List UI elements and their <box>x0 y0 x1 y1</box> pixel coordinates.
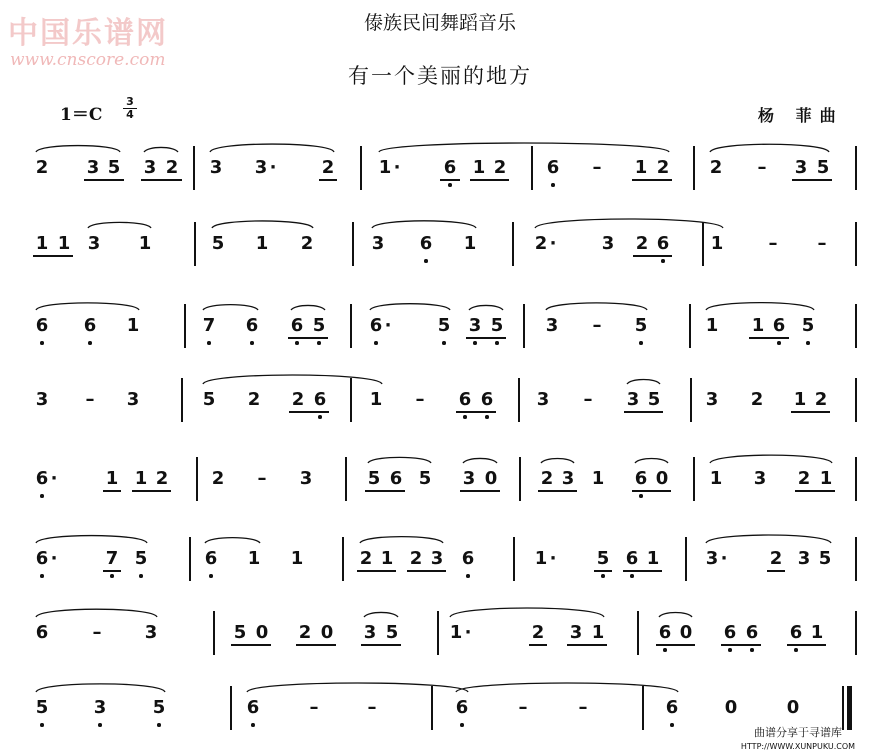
note: 5 <box>816 157 830 178</box>
note: 1 <box>380 548 394 569</box>
note: 0 <box>655 468 669 489</box>
slur <box>205 538 260 543</box>
note: 7 <box>105 548 119 569</box>
note: 3 <box>626 389 640 410</box>
time-signature-numerator: 3 <box>123 96 137 109</box>
slur <box>469 305 503 310</box>
slur <box>360 537 443 543</box>
note: 2 <box>531 622 545 643</box>
augmentation-dot: · <box>393 157 401 178</box>
note: 1 <box>709 468 723 489</box>
sustain-dash: – <box>367 697 377 718</box>
note: 3 <box>601 233 615 254</box>
slur <box>247 683 468 692</box>
note: 3 <box>753 468 767 489</box>
slur <box>370 304 450 310</box>
note: 3 <box>144 622 158 643</box>
augmentation-dot: · <box>50 468 58 489</box>
note: 2 <box>359 548 373 569</box>
note: 1 <box>634 157 648 178</box>
augmentation-dot: · <box>549 233 557 254</box>
slur <box>450 608 604 617</box>
note: 6 <box>204 548 218 569</box>
note: 2 <box>709 157 723 178</box>
note: 2 <box>35 157 49 178</box>
note: 5 <box>134 548 148 569</box>
score-category: 傣族民间舞蹈音乐 <box>363 12 516 34</box>
note: 1 <box>126 315 140 336</box>
sustain-dash: – <box>518 697 528 718</box>
augmentation-dot: · <box>269 157 277 178</box>
note: 5 <box>233 622 247 643</box>
note: 6 <box>625 548 639 569</box>
note: 3 <box>87 233 101 254</box>
note: 0 <box>679 622 693 643</box>
note: 6 <box>246 697 260 718</box>
slur <box>36 536 147 543</box>
note: 6 <box>389 468 403 489</box>
slur <box>379 143 669 152</box>
note: 3 <box>561 468 575 489</box>
note: 6 <box>656 233 670 254</box>
note: 1 <box>463 233 477 254</box>
sustain-dash: – <box>578 697 588 718</box>
note: 5 <box>152 697 166 718</box>
augmentation-dot: · <box>720 548 728 569</box>
footer-url: HTTP://WWW.XUNPUKU.COM <box>740 742 856 751</box>
note: 3 <box>705 389 719 410</box>
note: 6 <box>634 468 648 489</box>
note: 3 <box>254 157 268 178</box>
note: 6 <box>665 697 679 718</box>
composer-credit: 杨 菲曲 <box>758 106 844 125</box>
note: 1 <box>710 233 724 254</box>
slur <box>710 455 832 463</box>
augmentation-dot: · <box>549 548 557 569</box>
slur <box>36 684 165 692</box>
note: 2 <box>155 468 169 489</box>
note: 1 <box>255 233 269 254</box>
note: 2 <box>291 389 305 410</box>
note: 3 <box>569 622 583 643</box>
note: 6 <box>772 315 786 336</box>
augmentation-dot: · <box>464 622 472 643</box>
note: 3 <box>797 548 811 569</box>
slur <box>364 612 398 617</box>
slur <box>546 303 647 310</box>
note: 1 <box>793 389 807 410</box>
note: 2 <box>797 468 811 489</box>
note: 2 <box>814 389 828 410</box>
time-signature-denominator: 4 <box>126 108 134 121</box>
note: 3 <box>536 389 550 410</box>
note: 3 <box>363 622 377 643</box>
slur <box>463 458 497 463</box>
note: 1 <box>105 468 119 489</box>
note: 5 <box>418 468 432 489</box>
note: 1 <box>138 233 152 254</box>
note: 1 <box>591 622 605 643</box>
note: 5 <box>647 389 661 410</box>
note: 3 <box>93 697 107 718</box>
slur <box>372 221 476 228</box>
note: 1 <box>378 157 392 178</box>
note: 6 <box>461 548 475 569</box>
note: 2 <box>540 468 554 489</box>
note: 6 <box>546 157 560 178</box>
note: 1 <box>646 548 660 569</box>
note: 3 <box>462 468 476 489</box>
note: 1 <box>290 548 304 569</box>
sustain-dash: – <box>768 233 778 254</box>
sustain-dash: – <box>85 389 95 410</box>
note: 3 <box>430 548 444 569</box>
note: 6 <box>480 389 494 410</box>
note: 3 <box>468 315 482 336</box>
note: 2 <box>211 468 225 489</box>
note: 6 <box>245 315 259 336</box>
note: 1 <box>751 315 765 336</box>
note: 6 <box>290 315 304 336</box>
slur <box>291 305 325 310</box>
slur <box>368 457 431 463</box>
sustain-dash: – <box>92 622 102 643</box>
slur <box>36 146 120 152</box>
note: 6 <box>443 157 457 178</box>
note: 2 <box>300 233 314 254</box>
note: 2 <box>298 622 312 643</box>
note: 3 <box>371 233 385 254</box>
note: 6 <box>35 468 49 489</box>
note: 5 <box>202 389 216 410</box>
note: 7 <box>202 315 216 336</box>
sustain-dash: – <box>817 233 827 254</box>
sustain-dash: – <box>257 468 267 489</box>
note: 1 <box>134 468 148 489</box>
note: 6 <box>35 315 49 336</box>
note: 1 <box>247 548 261 569</box>
note: 5 <box>818 548 832 569</box>
slur <box>456 683 678 692</box>
note: 1 <box>810 622 824 643</box>
sustain-dash: – <box>757 157 767 178</box>
augmentation-dot: · <box>384 315 392 336</box>
footer-source: 曲谱分享于寻谱库 <box>754 726 842 739</box>
note: 1 <box>534 548 548 569</box>
sustain-dash: – <box>415 389 425 410</box>
watermark-url: www.cnscore.com <box>10 50 166 70</box>
note: 6 <box>458 389 472 410</box>
note: 0 <box>320 622 334 643</box>
note: 6 <box>369 315 383 336</box>
note: 5 <box>312 315 326 336</box>
note: 5 <box>107 157 121 178</box>
note: 5 <box>801 315 815 336</box>
slur <box>541 458 574 463</box>
note: 2 <box>493 157 507 178</box>
slur <box>203 305 258 310</box>
slur <box>88 222 151 228</box>
note: 2 <box>321 157 335 178</box>
note: 0 <box>484 468 498 489</box>
note: 3 <box>299 468 313 489</box>
note: 2 <box>247 389 261 410</box>
note: 2 <box>769 548 783 569</box>
note: 1 <box>472 157 486 178</box>
note: 6 <box>455 697 469 718</box>
slur <box>212 221 313 228</box>
note: 6 <box>83 315 97 336</box>
note: 3 <box>35 389 49 410</box>
slur <box>210 144 334 152</box>
note: 5 <box>437 315 451 336</box>
note: 3 <box>86 157 100 178</box>
sustain-dash: – <box>583 389 593 410</box>
note: 6 <box>658 622 672 643</box>
slur <box>710 144 829 152</box>
note: 1 <box>819 468 833 489</box>
augmentation-dot: · <box>50 548 58 569</box>
note: 3 <box>705 548 719 569</box>
note: 2 <box>635 233 649 254</box>
slur <box>36 303 139 310</box>
sustain-dash: – <box>592 315 602 336</box>
score-title: 有一个美丽的地方 <box>348 64 532 88</box>
slur <box>144 147 178 152</box>
note: 1 <box>705 315 719 336</box>
note: 6 <box>723 622 737 643</box>
note: 1 <box>591 468 605 489</box>
note: 2 <box>165 157 179 178</box>
slur <box>659 612 692 617</box>
note: 6 <box>745 622 759 643</box>
note: 6 <box>419 233 433 254</box>
slur <box>36 609 157 617</box>
note: 1 <box>57 233 71 254</box>
sustain-dash: – <box>592 157 602 178</box>
note: 5 <box>596 548 610 569</box>
slur <box>627 379 660 384</box>
watermark-site-name: 中国乐谱网 <box>8 16 168 51</box>
note: 5 <box>385 622 399 643</box>
note: 0 <box>786 697 800 718</box>
note: 6 <box>35 622 49 643</box>
note: 2 <box>656 157 670 178</box>
note: 5 <box>490 315 504 336</box>
note: 1 <box>369 389 383 410</box>
note: 3 <box>143 157 157 178</box>
sustain-dash: – <box>309 697 319 718</box>
note: 3 <box>545 315 559 336</box>
note: 0 <box>724 697 738 718</box>
note: 0 <box>255 622 269 643</box>
note: 2 <box>409 548 423 569</box>
note: 6 <box>789 622 803 643</box>
slur <box>635 458 668 463</box>
note: 6 <box>313 389 327 410</box>
note: 6 <box>35 548 49 569</box>
slur <box>706 535 831 543</box>
note: 1 <box>449 622 463 643</box>
note: 3 <box>794 157 808 178</box>
note: 5 <box>211 233 225 254</box>
note: 5 <box>367 468 381 489</box>
note: 3 <box>209 157 223 178</box>
note: 5 <box>634 315 648 336</box>
slur <box>535 219 723 228</box>
note: 2 <box>534 233 548 254</box>
note: 2 <box>750 389 764 410</box>
note: 1 <box>35 233 49 254</box>
note: 5 <box>35 697 49 718</box>
slur <box>203 375 382 384</box>
slur <box>706 303 814 310</box>
key-signature: 1＝C <box>60 105 103 125</box>
note: 3 <box>126 389 140 410</box>
